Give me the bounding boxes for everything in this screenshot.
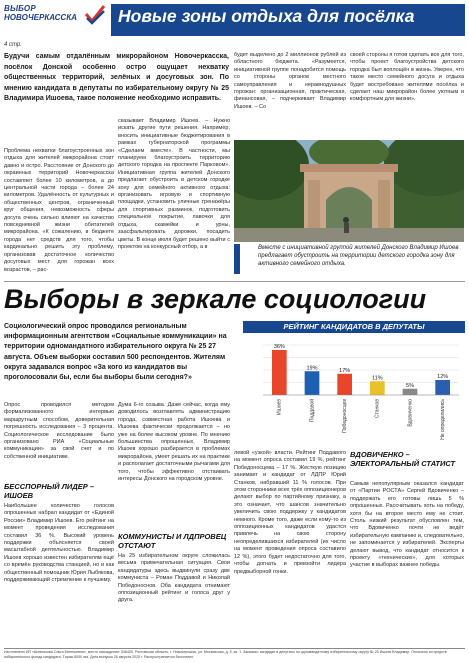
chart-value-label: 19% <box>306 365 318 372</box>
article1-column4: своей стороны я готов сделать все для того, чтобы проект благоустройства детского городка был воплощён в жизнь. Уверен, что такое место семейного досуга и отдыха будет востребовано жителями посёлка и сделает наш микрорайон более уютным и комфортным для жизни». <box>350 52 464 103</box>
chart-bar <box>337 374 352 395</box>
article1-headline: Новые зоны отдыха для посёлка <box>118 6 415 26</box>
chart-category-label: Вдовиченко <box>407 399 414 427</box>
chart-title: РЕЙТИНГ КАНДИДАТОВ В ДЕПУТАТЫ <box>243 321 465 333</box>
flag-checkmark-icon <box>84 4 106 26</box>
chart-bar <box>305 371 320 395</box>
subhead-vdovichenko: ВДОВИЧЕНКО – ЭЛЕКТОРАЛЬНЫЙ СТАТИСТ <box>350 450 456 468</box>
chart-value-label: 12% <box>437 374 449 380</box>
article2-column3: левой «узкой» власти. Рейтинг Поддавого на момент опроса составил 19 %, рейтинг Победоносцева – 17 %. Жесткую позицию занимает и кандидат от ЛДПР Юрий Станков, набравший 11 % голосов. При этом сторонники всех трёх оппозиционеров делают выбор по партийному признаку, а это означает, что шансов значительно увеличить свою поддержку у кандидатов немного. Кроме того, даже если кому-то из оппозиционных кандидатов удастся привлечь на свою сторону неопределившихся избирателей (их число на момент проведения опроса составило 12 %), этого будет недостаточно для того, чтобы догнать и превзойти лидера предвыборной гонки. <box>234 450 346 575</box>
ratings-chart <box>243 321 465 442</box>
page-number: 4 стр. <box>4 42 22 48</box>
subhead-leader: БЕССПОРНЫЙ ЛИДЕР – ИШОЕВ <box>4 482 94 500</box>
chart-value-label: 36% <box>273 344 285 350</box>
chart-category-label: Станков <box>374 399 381 419</box>
article1-column2: сказывает Владимир Ишоев. – Нужно искать другие пути решения. Например, вносить инициативные бюджетирования в рамках губернаторской программы «Сделаем вместе». В частности, мы планируем благоустроить территорию детского городка на проспекте Парковом». Инициативная группа жителей Донского предлагает обустроить в детском городке зону для семейного активного отдыха: организовать игровую и спортивную площадки, установить уличные тренажёры для спортивных разминок, подготовить специальное покрытие, лавочки для отдыха, скамейки и урны, заасфальтировать дорожки, посадить цветы. В конце июля будет решено выйти с проектом на конкурсный отбор, а в <box>118 118 230 250</box>
article2-column1b: Наибольшее количество голосов опрошенных набрал кандидат от «Единой России» Владимир Ишоев. Его рейтинг на момент проведения исследования составил 36 %. Высокий уровень поддержки объясняется своей масштабной деятельностью. Владимир Ишоев хорошо известен избирателям ещё со времён руководства станцией, но и как общественный помощник Юрия Лыбякова, поддерживающий стремление к лучшему. <box>4 503 114 584</box>
park-photo-illustration <box>234 140 464 242</box>
article2-column2b: На 25 избирательном округе сложилась весьма примечательная ситуация. Свои кандидатуры здесь выдвинули сразу две коммуниста – Роман Поддавой и Николай Победоноснов. Оба кандидата отнимают оппозиционный рейтинг и голоса друг у друга. <box>118 553 230 604</box>
park-gate-photo <box>234 140 464 242</box>
chart-category-label: Поддавой <box>309 399 316 423</box>
chart-category-label: Ишоев <box>276 399 283 415</box>
article2-lead: Социологический опрос проводился региональным информационным агентством «Социальные коммуникации» на территории одномандатного избирательного округа № 25 27 августа. Объем выборки составил 500 респондентов. Жителям округа задавался вопрос «За кого из кандидатов вы проголосовали бы, если бы выборы были сегодня?» <box>4 323 227 382</box>
logo-line2: НОВОЧЕРКАССКА <box>4 13 77 22</box>
newspaper-logo <box>4 4 104 50</box>
section-divider <box>4 281 465 282</box>
chart-value-label: 17% <box>339 367 351 374</box>
article2-column4: Самым непопулярным оказался кандидат от «Партии РОСТА» Сергей Вдовиченко – поддержать его готовы лишь 5 % опрошенных. Рассчитывать хоть на победу, хотя бы на второе место ему не стоит. Столь низкий результат обусловлен тем, что Вдовиченко почти не ведёт избирательную кампанию и, следовательно, не запоминается у избирателей. Эксперты делают вывод, что кандидат относится к проекту «технических», для которых участие в выборах важнее победы. <box>350 481 464 569</box>
chart-bar <box>272 350 287 395</box>
chart-bar <box>370 381 385 395</box>
print-imprint: Изготовлено ИП «Шевлякова Ольга Евгеньевна», место нахождения: 346400, Ростовская область, г. Новочеркасск, ул. Московская, д. 5, кв. 1. Заказчик: кандидат в депутаты по одномандатному избирательному округу № 25 Ишоев Владимир. Оплачено из средств избирательного фонда кандидата. Тираж 8000 экз. Дата выпуска 26 августа 2020 г. Распространяется бесплатно. <box>4 648 465 660</box>
article1-lead: Будучи самым отдалённым микрорайоном Новочеркасска, посёлок Донской особенно остро ощущает нехватку общественных территорий, зелёных и досуговых зон. По мнению кандидата в депутаты по избирательному округу № 25 Владимира Ишоева, такое положение необходимо исправить. <box>4 53 229 103</box>
article1-column3: будет выделено до 2 миллионов рублей из областного бюджета. «Разумеется, инициативной группе понадобится помощь со стороны органов местного самоуправления и неравнодушных горожан: организационная, практическая, финансовая, – подчеркивает Владимир Ишоев. – Со <box>234 52 346 110</box>
article2-column2: Дума 6-го созыва. Даже сейчас, когда ему доводилось возглавлять администрацию города, совместная работа Ишоева и Ишоева фактически продолжается – но уже на более высоком уровне. По мнению большинства опрошенных, Владимир Ишоев хорошо разбирается в проблемах микрорайона, умеет решать их на практике и располагает достаточными рычагами для того, чтобы эффективно отстаивать интересы Донского на городском уровне. <box>118 402 230 483</box>
chart-bar <box>403 389 418 395</box>
chart-category-label: Не определились <box>439 399 446 440</box>
article2-headline: Выборы в зеркале социологии <box>4 284 427 314</box>
ratings-bar-chart <box>243 333 465 442</box>
chart-value-label: 5% <box>406 382 414 389</box>
article1-column1: Проблема нехватки благоустроенных зон отдыха для жителей микрорайона стоит давно и остро. Расстояние от Донского до окраинных территорий Новочеркасска составляет более 10 километров, а до центральной части города – более 24 километров. Удалённость от культурных и общественных центров, ограниченный круг общения, невозможность сферы досуга очень сильно влияют на качество повседневной жизни обитателей микрорайона. «К сожалению, в бюджете города нет средств для того, чтобы кардинально решить эту проблему, организовав достаточное количество досуговых мест для горожан всех возрастов, – рас- <box>4 148 114 273</box>
chart-value-label: 11% <box>372 375 383 382</box>
caption-marker <box>234 244 240 274</box>
chart-bar <box>435 380 450 395</box>
photo-caption: Вместе с инициативной группой жителей Донского Владимир Ишоев предлагает обустроить на территории детского городка зону для активного семейного отдыха. <box>258 245 459 268</box>
article2-column1: Опрос проводился методом формализованного интервью маршрутным способом, доверительная погрешность исследования – 3 процента. Социологическое исследование было организовано РИА «Социальные коммуникации» за свой счет и по собственной инициативе. <box>4 402 114 460</box>
chart-category-label: Победоносцев <box>341 399 348 433</box>
subhead-communists: КОММУНИСТЫ И ЛДПРОВЕЦ ОТСТАЮТ <box>118 532 227 550</box>
logo-line1: ВЫБОР <box>4 4 36 13</box>
